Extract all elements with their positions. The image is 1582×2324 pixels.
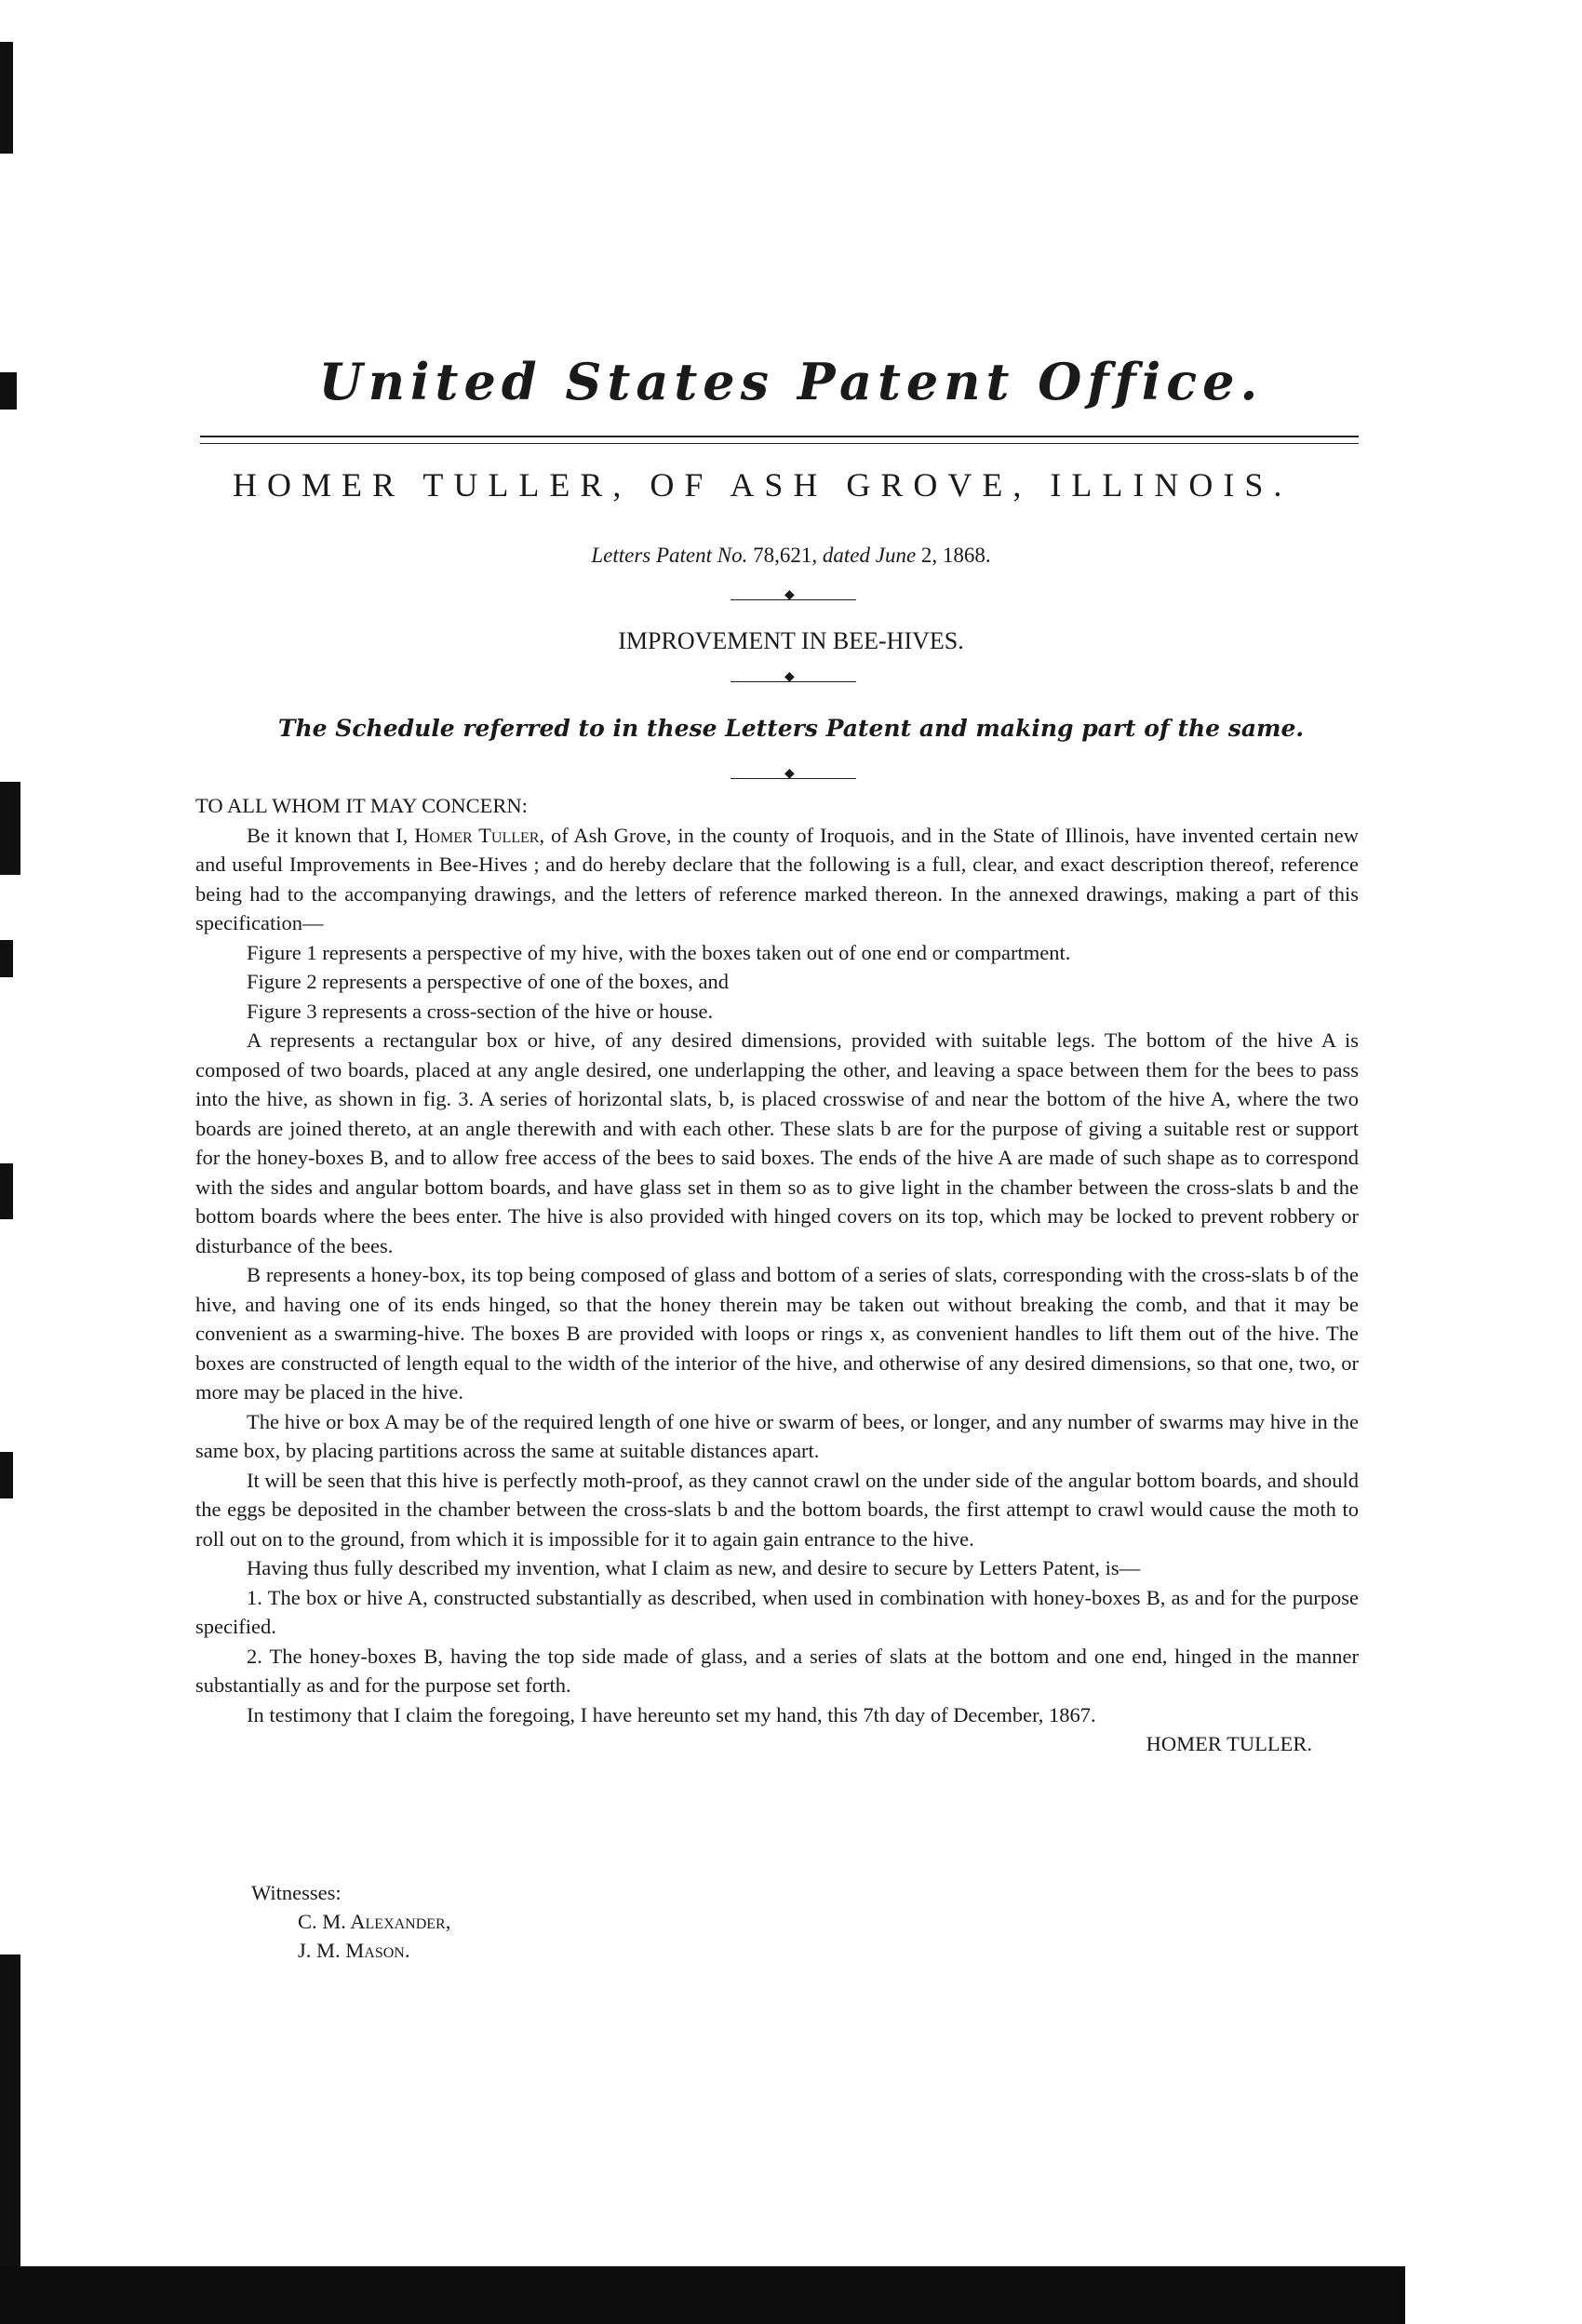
intro-text-b: , of Ash Grove, in the county of Iroquois, and in the State of Illinois, have invented certain new and useful Improvements in Bee-Hives ; and do hereby declare that the following is a full, clear, and exact description thereof, reference being had to the accompanying drawings, and the letters of reference marked thereon. In the annexed drawings, making a part of this specification— bbox=[195, 823, 1359, 934]
paragraph-claims-intro: Having thus fully described my invention, what I claim as new, and desire to secure by Letters Patent, is— bbox=[247, 1556, 1141, 1579]
witness-name: C. M. Alexander, bbox=[298, 1910, 451, 1933]
paragraph-intro bbox=[195, 821, 1359, 938]
patent-date-rest: 2, 1868. bbox=[920, 544, 991, 567]
paragraph-hive: A represents a rectangular box or hive, of any desired dimensions, provided with suitable legs. The bottom of the hive A is composed of two boards, placed at any angle desired, one underlapping the other, and leaving a space between them for the bees to pass into the hive, as shown in fig. 3. A series of horizontal slats, b, is placed crosswise of and near the bottom of the hive A, where the two boards are joined thereto, at an angle therewith and with each other. These slats b are for the purpose of giving a suitable rest or support for the honey-boxes B, and to allow free access of the bees to said boxes. The ends of the hive A are made of such shape as to correspond with the sides and angular bottom boards, and have glass set in them so as to give light in the chamber between the cross-slats b and the bottom boards where the bees enter. The hive is also provided with hinged covers on its top, which may be locked to prevent robbery or disturbance of the bees. bbox=[195, 1028, 1359, 1257]
testimony: In testimony that I claim the foregoing, I have hereunto set my hand, this 7th day of December, 1867. bbox=[247, 1702, 1096, 1726]
scan-edge-mark bbox=[0, 1955, 20, 2266]
header-rule bbox=[200, 436, 1359, 437]
figure-3-description: Figure 3 represents a cross-section of the hive or house. bbox=[247, 999, 714, 1023]
scan-edge-mark bbox=[0, 940, 13, 977]
paragraph-moth-proof: It will be seen that this hive is perfectly moth-proof, as they cannot crawl on the under side of the angular bottom boards, and should the eggs be deposited in the chamber between the cross-slats b and the bottom boards, the first attempt to crawl would cause the moth to roll out on to the ground, from which it is impossible for it to again gain entrance to the hive. bbox=[195, 1468, 1359, 1551]
signature: HOMER TULLER. bbox=[1146, 1732, 1312, 1755]
scan-bottom-border bbox=[0, 2266, 1405, 2324]
ornament-divider bbox=[731, 678, 856, 687]
improvement-title: IMPROVEMENT IN BEE-HIVES. bbox=[618, 627, 964, 654]
schedule-line: The Schedule referred to in these Letters Patent and making part of the same. bbox=[277, 715, 1305, 742]
scan-edge-mark bbox=[0, 1452, 13, 1498]
patent-date-month: June bbox=[875, 544, 917, 567]
ornament-divider bbox=[731, 596, 856, 605]
paragraph-honey-box: B represents a honey-box, its top being composed of glass and bottom of a series of slats, corresponding with the cross-slats b of the hive, and having one of its ends hinged, so that the honey therein may be taken out without breaking the comb, and that it may be convenient as a swarming-hive. The boxes B are provided with loops or rings x, as convenient handles to lift them out of the hive. The boxes are constructed of length equal to the width of the interior of the hive, and otherwise of any desired dimensions, so that one, two, or more may be placed in the hive. bbox=[195, 1263, 1359, 1404]
inventor-line: HOMER TULLER, OF ASH GROVE, ILLINOIS. bbox=[233, 466, 1293, 504]
header-rule-thin bbox=[200, 443, 1359, 444]
intro-text-a: Be it known that I, bbox=[247, 823, 409, 847]
figure-2-description: Figure 2 represents a perspective of one of the boxes, and bbox=[247, 970, 729, 993]
claim-2: 2. The honey-boxes B, having the top side made of glass, and a series of slats at the bottom and one end, hinged in the manner substantially as and for the purpose set forth. bbox=[195, 1644, 1359, 1697]
scan-edge-mark bbox=[0, 782, 20, 875]
witnesses-label: Witnesses: bbox=[251, 1881, 342, 1904]
paragraph-length: The hive or box A may be of the required length of one hive or swarm of bees, or longer, and any number of swarms may hive in the same box, by placing partitions across the same at suitable distances apart. bbox=[195, 1409, 1359, 1462]
office-title: United States Patent Office. bbox=[318, 352, 1264, 411]
salutation: TO ALL WHOM IT MAY CONCERN: bbox=[195, 794, 528, 817]
ornament-divider bbox=[731, 774, 856, 784]
witness-name: J. M. Mason. bbox=[298, 1939, 410, 1962]
patent-line bbox=[0, 544, 1582, 568]
patent-line-prefix: Letters Patent No. bbox=[591, 544, 748, 567]
scan-edge-mark bbox=[0, 1163, 13, 1219]
specification-text bbox=[195, 791, 1359, 1759]
patent-number: 78,621, bbox=[753, 544, 818, 567]
witnesses-block bbox=[251, 1878, 450, 1965]
figure-1-description: Figure 1 represents a perspective of my hive, with the boxes taken out of one end or compartment. bbox=[247, 940, 1071, 964]
patent-line-dated: dated bbox=[822, 544, 870, 567]
inventor-name: Homer Tuller bbox=[414, 823, 540, 847]
scan-edge-mark bbox=[0, 42, 13, 154]
claim-1: 1. The box or hive A, constructed substantially as described, when used in combination with honey-boxes B, as and for the purpose specified. bbox=[195, 1585, 1359, 1638]
